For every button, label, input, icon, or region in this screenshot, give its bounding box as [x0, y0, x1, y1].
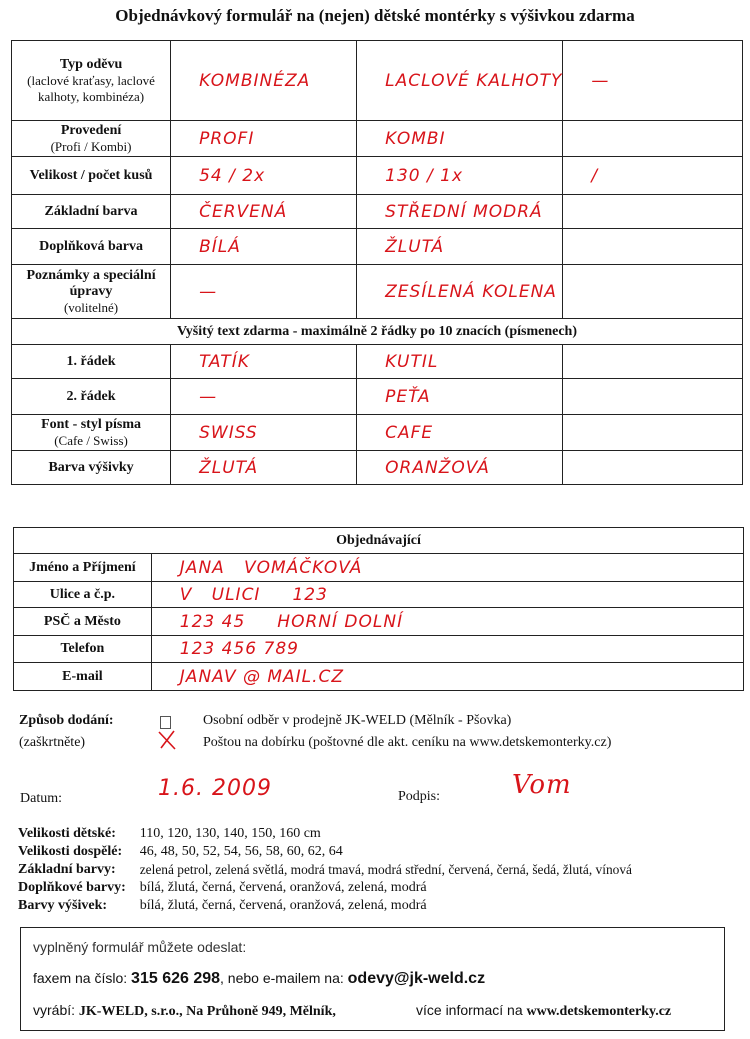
handwritten-value: SWISS: [199, 422, 258, 443]
row-label: Barva výšivky: [48, 459, 134, 475]
entry-cell[interactable]: [563, 121, 743, 157]
footer-box: [20, 927, 725, 1031]
entry-cell[interactable]: [563, 379, 743, 415]
form-row: [12, 265, 743, 319]
handwritten-value: ŽLUTÁ: [385, 236, 445, 257]
size-info-value: zelená petrol, zelená světlá, modrá tmavá, modrá střední, červená, černá, šedá, žlutá, vínová: [139, 862, 632, 877]
form-row: [12, 195, 743, 229]
sizes-table: [18, 826, 638, 916]
size-info-value: bílá, žlutá, černá, červená, oranžová, zelená, modrá: [139, 880, 427, 895]
fax-number: 315 626 298: [131, 970, 221, 987]
orderer-label: Ulice a č.p.: [14, 582, 152, 608]
website-link[interactable]: www.detskemonterky.cz: [526, 1004, 672, 1019]
entry-cell[interactable]: [563, 345, 743, 379]
orderer-value: V ULICI 123: [179, 584, 328, 605]
row-sublabel: (laclové kraťasy, laclové kalhoty, kombinéza): [27, 72, 155, 104]
row-label-cell: [12, 41, 171, 121]
maker-label: vyrábí:: [33, 1002, 76, 1018]
row-label: Doplňková barva: [39, 238, 143, 254]
post-option-label: Poštou na dobírku (poštovné dle akt. ceníku na www.detskemonterky.cz): [203, 735, 612, 750]
orderer-value-cell[interactable]: [151, 582, 743, 608]
embroidery-header: Vyšitý text zdarma - maximálně 2 řádky po 10 znacích (písmenech): [12, 319, 743, 345]
more-info-label: více informací na: [416, 1002, 523, 1018]
row-label: Font - styl písma: [41, 416, 142, 432]
delivery-label: Způsob dodání:: [19, 713, 114, 728]
entry-cell[interactable]: [357, 229, 563, 265]
row-label-cell: [12, 265, 171, 319]
size-info-row: [18, 880, 638, 898]
entry-cell[interactable]: [171, 265, 357, 319]
size-info-row: [18, 898, 638, 916]
post-checkbox[interactable]: [158, 730, 172, 746]
orderer-row: [14, 582, 744, 608]
date-label: Datum:: [20, 791, 62, 806]
size-info-row: [18, 844, 638, 862]
form-row: [12, 415, 743, 451]
entry-cell[interactable]: [357, 121, 563, 157]
row-sublabel: (Cafe / Swiss): [54, 432, 128, 448]
orderer-value: JANAV @ MAIL.CZ: [179, 666, 345, 687]
form-row: [12, 121, 743, 157]
handwritten-value: ČERVENÁ: [199, 201, 288, 222]
size-info-value: bílá, žlutá, černá, červená, oranžová, zelená, modrá: [139, 898, 427, 913]
size-info-key: Doplňkové barvy:: [18, 880, 126, 895]
orderer-value: JANA VOMÁČKOVÁ: [179, 557, 363, 578]
handwritten-value: 130 / 1x: [385, 165, 464, 186]
orderer-label: E-mail: [14, 663, 152, 691]
entry-cell[interactable]: [563, 265, 743, 319]
size-info-key: Velikosti dospělé:: [18, 844, 123, 859]
form-row: [12, 379, 743, 415]
handwritten-value: LACLOVÉ KALHOTY: [385, 70, 563, 91]
size-info-key: Základní barvy:: [18, 862, 116, 877]
handwritten-value: KUTIL: [385, 351, 439, 372]
entry-cell[interactable]: [171, 121, 357, 157]
entry-cell[interactable]: [563, 229, 743, 265]
check-mark-icon: [158, 730, 176, 750]
entry-cell[interactable]: [357, 379, 563, 415]
entry-cell[interactable]: [563, 195, 743, 229]
row-label-cell: [12, 451, 171, 485]
handwritten-value: ZESÍLENÁ KOLENA: [385, 281, 557, 302]
entry-cell[interactable]: [357, 157, 563, 195]
delivery-sublabel: (zaškrtněte): [19, 735, 86, 750]
handwritten-value: ORANŽOVÁ: [385, 457, 490, 478]
handwritten-value: STŘEDNÍ MODRÁ: [385, 201, 543, 222]
page-title: Objednávkový formulář na (nejen) dětské montérky s výšivkou zdarma: [115, 6, 635, 25]
handwritten-value: PROFI: [199, 128, 255, 149]
row-label: Základní barva: [44, 203, 138, 219]
entry-cell[interactable]: [171, 345, 357, 379]
size-info-row: [18, 826, 638, 844]
entry-cell[interactable]: [171, 41, 357, 121]
entry-cell[interactable]: [563, 415, 743, 451]
handwritten-value: —: [199, 281, 218, 302]
row-sublabel: (volitelné): [63, 299, 119, 315]
email-prefix: , nebo e-mailem na:: [220, 970, 344, 986]
form-row: [12, 229, 743, 265]
entry-cell[interactable]: [563, 157, 743, 195]
handwritten-value: /: [591, 165, 599, 186]
orderer-label: PSČ a Město: [14, 608, 152, 636]
entry-cell[interactable]: [171, 415, 357, 451]
handwritten-value: KOMBI: [385, 128, 446, 149]
row-label: 2. řádek: [66, 388, 116, 404]
handwritten-value: PEŤA: [385, 386, 431, 407]
entry-cell[interactable]: [563, 451, 743, 485]
row-label: Typ oděvu: [59, 56, 123, 72]
signature-label: Podpis:: [398, 789, 441, 804]
row-label-cell: [12, 195, 171, 229]
form-row: [12, 41, 743, 121]
form-row: [12, 345, 743, 379]
entry-cell[interactable]: [357, 451, 563, 485]
size-info-row: [18, 862, 638, 880]
row-label-cell: [12, 157, 171, 195]
entry-cell[interactable]: [357, 41, 563, 121]
orderer-header: Objednávající: [14, 528, 744, 554]
form-row: [12, 451, 743, 485]
orderer-value-cell[interactable]: [151, 608, 743, 636]
form-row: [12, 157, 743, 195]
entry-cell[interactable]: [171, 157, 357, 195]
orderer-label: Telefon: [14, 636, 152, 663]
orderer-value-cell[interactable]: [151, 554, 743, 582]
orderer-row: [14, 663, 744, 691]
row-label-cell: [12, 229, 171, 265]
handwritten-value: CAFE: [385, 422, 434, 443]
handwritten-value: —: [199, 386, 218, 407]
handwritten-value: 54 / 2x: [199, 165, 266, 186]
entry-cell[interactable]: [171, 195, 357, 229]
orderer-table: [13, 527, 744, 691]
orderer-row: [14, 554, 744, 582]
maker-name: JK-WELD, s.r.o., Na Průhoně 949, Mělník,: [78, 1004, 336, 1019]
fax-label: faxem na číslo:: [33, 970, 128, 986]
row-label-cell: [12, 121, 171, 157]
entry-cell[interactable]: [357, 415, 563, 451]
orderer-label: Jméno a Příjmení: [14, 554, 152, 582]
row-label-cell: [12, 415, 171, 451]
row-sublabel: (Profi / Kombi): [50, 138, 132, 154]
entry-cell[interactable]: [357, 195, 563, 229]
entry-cell[interactable]: [563, 41, 743, 121]
orderer-value: 123 456 789: [179, 639, 299, 659]
orderer-value: 123 45 HORNÍ DOLNÍ: [179, 611, 404, 632]
size-info-key: Velikosti dětské:: [18, 826, 116, 841]
product-table: [11, 40, 743, 485]
orderer-value-cell[interactable]: [151, 663, 743, 691]
pickup-option-label: Osobní odběr v prodejně JK-WELD (Mělník - Pšovka): [203, 713, 512, 728]
orderer-row: [14, 636, 744, 663]
size-info-value: 110, 120, 130, 140, 150, 160 cm: [139, 826, 321, 841]
row-label-cell: [12, 345, 171, 379]
size-info-key: Barvy výšivek:: [18, 898, 108, 913]
pickup-checkbox[interactable]: [160, 716, 171, 729]
orderer-row: [14, 608, 744, 636]
handwritten-value: TATÍK: [199, 351, 250, 372]
size-info-value: 46, 48, 50, 52, 54, 56, 58, 60, 62, 64: [139, 844, 343, 859]
row-label-cell: [12, 379, 171, 415]
date-value[interactable]: 1.6. 2009: [158, 776, 272, 801]
handwritten-value: KOMBINÉZA: [199, 70, 311, 91]
row-label: Poznámky a speciální úpravy: [26, 267, 156, 299]
orderer-value-cell[interactable]: [151, 636, 743, 663]
entry-cell[interactable]: [171, 379, 357, 415]
email-link[interactable]: odevy@jk-weld.cz: [347, 970, 486, 987]
handwritten-value: ŽLUTÁ: [199, 457, 259, 478]
footer-intro: vyplněný formulář můžete odeslat:: [33, 939, 247, 955]
entry-cell[interactable]: [357, 265, 563, 319]
signature-value[interactable]: Vom: [512, 770, 572, 800]
handwritten-value: —: [591, 70, 610, 91]
row-label: Provedení: [60, 122, 122, 138]
entry-cell[interactable]: [357, 345, 563, 379]
handwritten-value: BÍLÁ: [199, 236, 241, 257]
entry-cell[interactable]: [171, 451, 357, 485]
embroidery-header-row: [12, 319, 743, 345]
row-label: 1. řádek: [66, 353, 116, 369]
entry-cell[interactable]: [171, 229, 357, 265]
row-label: Velikost / počet kusů: [29, 167, 153, 183]
